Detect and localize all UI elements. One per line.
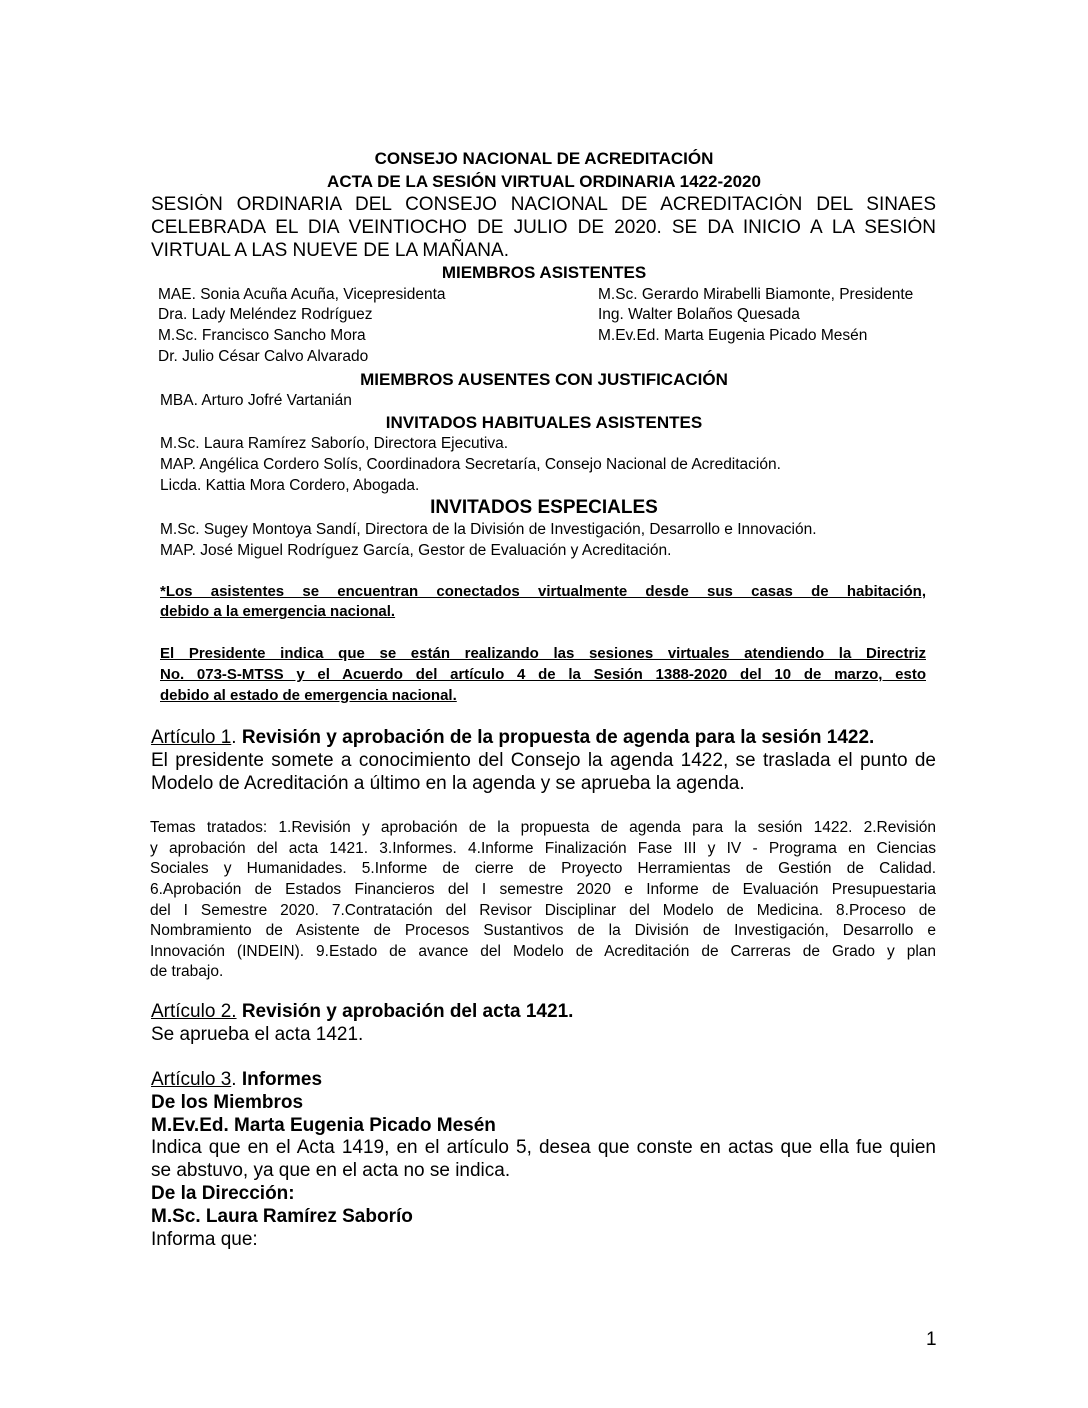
session-title: ACTA DE LA SESIÓN VIRTUAL ORDINARIA 1422-2020 (327, 172, 761, 191)
topics-line: del I Semestre 2020. 7.Contratación del Revisor Disciplinar del Modelo de Medicina. 8.Proceso de (150, 902, 936, 919)
topics-line: de trabajo. (150, 963, 224, 980)
member-report: se abstuvo, ya que en el acta no se indica. (151, 1160, 511, 1181)
topics-line: Temas tratados: 1.Revisión y aprobación de la propuesta de agenda para la sesión 1422. 2.Revisión (150, 819, 936, 836)
article-3-label: Artículo 3 (151, 1069, 232, 1090)
intro-line: VIRTUAL A LAS NUEVE DE LA MAÑANA. (151, 240, 509, 261)
section-heading-members-absent: MIEMBROS AUSENTES CON JUSTIFICACIÓN (360, 370, 728, 389)
intro-line: CELEBRADA EL DIA VEINTIOCHO DE JULIO DE 2020. SE DA INICIO A LA SESIÓN (151, 217, 936, 238)
attendance-note-line: *Los asistentes se encuentran conectados virtualmente desde sus casas de habitación, (160, 583, 926, 600)
special-guest: MAP. José Miguel Rodríguez García, Gestor de Evaluación y Acreditación. (160, 542, 672, 559)
director-name: M.Sc. Laura Ramírez Saborío (151, 1206, 413, 1227)
member-report: Indica que en el Acta 1419, en el artículo 5, desea que conste en actas que ella fue quien (151, 1137, 936, 1158)
usual-guest: MAP. Angélica Cordero Solís, Coordinadora Secretaría, Consejo Nacional de Acreditación. (160, 456, 781, 473)
topics-line: Nombramiento de Asistente de Procesos Sustantivos de la División de Investigación, Desarrollo e (150, 922, 936, 939)
topics-line: 6.Aprobación de Estados Financieros del I semestre 2020 e Informe de Evaluación Presupuestaria (150, 881, 936, 898)
member-present: Ing. Walter Bolaños Quesada (598, 306, 800, 323)
subsection-members: De los Miembros (151, 1092, 304, 1113)
usual-guest: Licda. Kattia Mora Cordero, Abogada. (160, 477, 420, 494)
topics-line: y aprobación del acta 1421. 3.Informes. 4.Informe Finalización Fase III y IV - Programa en Ciencias (150, 840, 936, 857)
article-1-body: El presidente somete a conocimiento del Consejo la agenda 1422, se traslada el punto de (151, 750, 936, 771)
article-3-heading: Artículo 3. Informes (151, 1069, 323, 1090)
topics-line: Sociales y Humanidades. 5.Informe de cierre de Proyecto Herramientas de Gestión de Calidad. (150, 860, 936, 877)
member-absent: MBA. Arturo Jofré Vartanián (160, 392, 352, 409)
member-present: M.Sc. Gerardo Mirabelli Biamonte, Presidente (598, 286, 914, 303)
article-2-label: Artículo 2. (151, 1001, 237, 1022)
section-heading-usual-guests: INVITADOS HABITUALES ASISTENTES (385, 413, 703, 432)
topics-line: Innovación (INDEIN). 9.Estado de avance del Modelo de Acreditación de Carreras de Grado y plan (150, 943, 936, 960)
document-title: CONSEJO NACIONAL DE ACREDITACIÓN (374, 149, 714, 168)
directive-note-line: El Presidente indica que se están realizando las sesiones virtuales atendiendo la Directriz (160, 645, 926, 662)
article-1-title: Revisión y aprobación de la propuesta de agenda para la sesión 1422. (241, 727, 875, 748)
intro-line: SESIÓN ORDINARIA DEL CONSEJO NACIONAL DE ACREDITACIÓN DEL SINAES (151, 194, 936, 215)
section-heading-special-guests: INVITADOS ESPECIALES (430, 497, 658, 518)
member-present: Dr. Julio César Calvo Alvarado (158, 348, 369, 365)
article-1-body: Modelo de Acreditación a último en la agenda y se aprueba la agenda. (151, 773, 745, 794)
directive-note-line: debido al estado de emergencia nacional. (160, 687, 457, 704)
member-present: Dra. Lady Meléndez Rodríguez (158, 306, 373, 323)
special-guest: M.Sc. Sugey Montoya Sandí, Directora de la División de Investigación, Desarrollo e Innovación. (160, 521, 817, 538)
member-present: M.Sc. Francisco Sancho Mora (158, 327, 366, 344)
usual-guest: M.Sc. Laura Ramírez Saborío, Directora Ejecutiva. (160, 435, 509, 452)
article-2-title: Revisión y aprobación del acta 1421. (241, 1001, 574, 1022)
article-2-heading (151, 1001, 573, 1023)
director-report: Informa que: (151, 1229, 258, 1250)
article-1-heading: Artículo 1. Revisión y aprobación de la propuesta de agenda para la sesión 1422. (151, 727, 875, 748)
page-number: 1 (926, 1329, 937, 1350)
member-name: M.Ev.Ed. Marta Eugenia Picado Mesén (151, 1115, 496, 1136)
article-1-label: Artículo 1 (151, 727, 232, 748)
attendance-note-line: debido a la emergencia nacional. (160, 603, 396, 620)
article-3-title: Informes (241, 1069, 323, 1090)
article-2-body: Se aprueba el acta 1421. (151, 1024, 364, 1045)
section-heading-members-present: MIEMBROS ASISTENTES (441, 263, 647, 282)
member-present: MAE. Sonia Acuña Acuña, Vicepresidenta (158, 286, 446, 303)
subsection-direction: De la Dirección: (151, 1183, 295, 1204)
member-present: M.Ev.Ed. Marta Eugenia Picado Mesén (598, 327, 868, 344)
directive-note-line: No. 073-S-MTSS y el Acuerdo del artículo 4 de la Sesión 1388-2020 del 10 de marzo, esto (160, 666, 926, 683)
